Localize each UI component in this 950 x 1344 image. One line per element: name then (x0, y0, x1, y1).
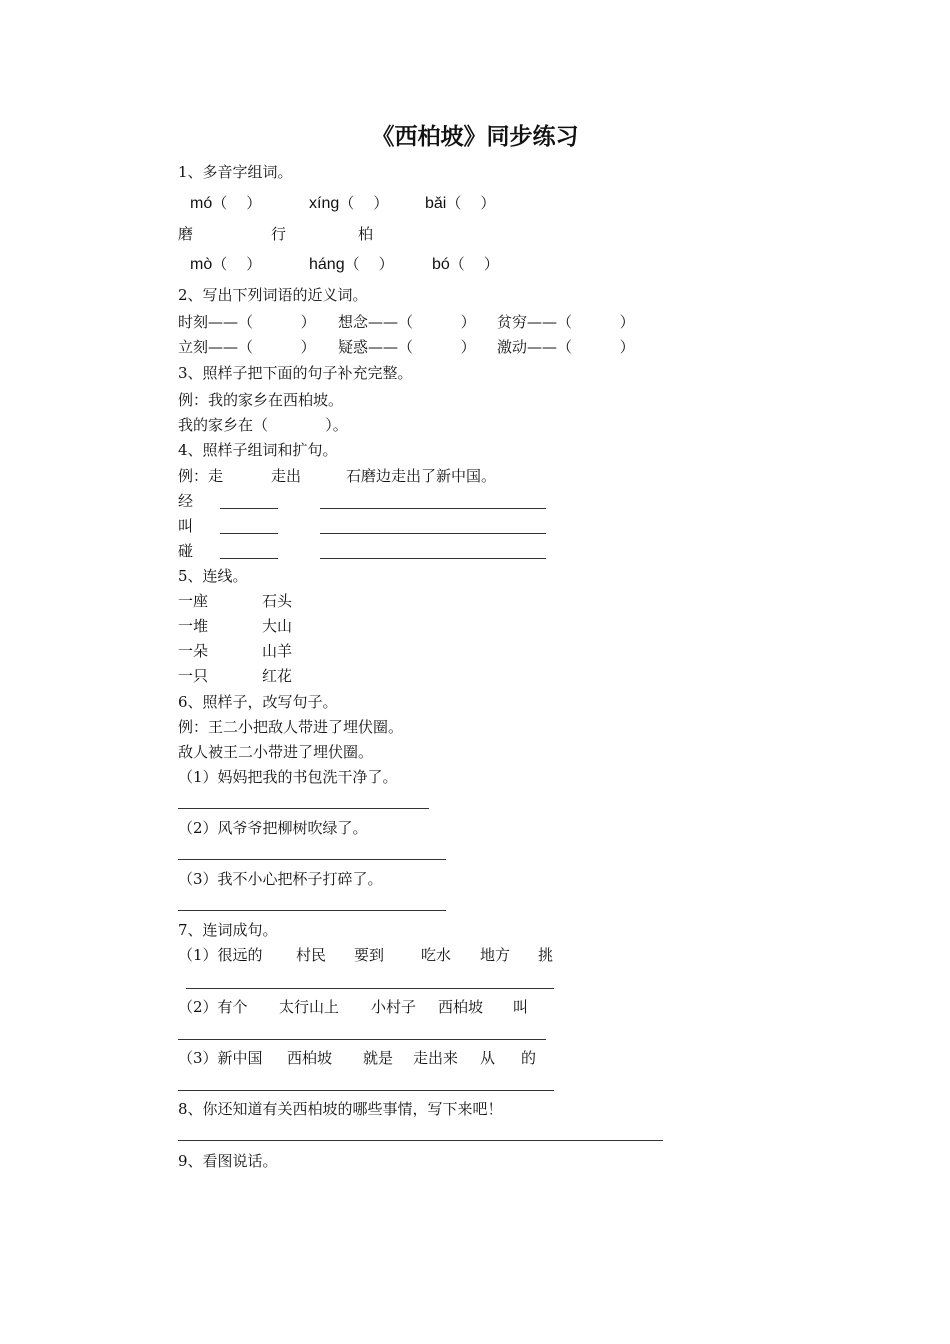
q6-example-answer: 敌人被王二小带进了埋伏圈。 (178, 743, 374, 761)
q5-right-item[interactable]: 山羊 (262, 642, 293, 660)
q4-sentence-blank[interactable] (320, 558, 546, 559)
q9-heading: 9、看图说话。 (178, 1152, 278, 1170)
q1-heading: 1、多音字组词。 (178, 163, 293, 181)
q7-answer-blank[interactable] (178, 1090, 554, 1091)
q2-heading: 2、写出下列词语的近义词。 (178, 286, 368, 304)
q4-example-char: 例：走 (178, 467, 224, 485)
q5-right-item[interactable]: 大山 (262, 617, 293, 635)
q1-row1-item: xíng（ ） (309, 194, 389, 212)
q1-char: 磨 (178, 225, 194, 243)
q8-heading: 8、你还知道有关西柏坡的哪些事情，写下来吧！ (178, 1100, 503, 1118)
q7-word: （3）新中国 (178, 1049, 263, 1067)
q7-word: 吃水 (421, 946, 452, 964)
q4-heading: 4、照样子组词和扩句。 (178, 441, 338, 459)
q5-left-item[interactable]: 一只 (178, 667, 209, 685)
q2-item: 立刻——（ ） (178, 338, 316, 356)
q1-row2-item: bó（ ） (432, 255, 499, 273)
q7-word: 西柏坡 (287, 1049, 333, 1067)
q7-word: 从 (480, 1049, 496, 1067)
q4-sentence-blank[interactable] (320, 533, 546, 534)
q7-word: 叫 (513, 998, 529, 1016)
q6-answer-blank[interactable] (178, 859, 446, 860)
q7-word: 太行山上 (279, 998, 340, 1016)
q6-item: （1）妈妈把我的书包洗干净了。 (178, 768, 398, 786)
q1-char: 行 (271, 225, 287, 243)
q4-char: 经 (178, 492, 194, 510)
q7-word: 西柏坡 (438, 998, 484, 1016)
q5-right-item[interactable]: 红花 (262, 667, 293, 685)
q4-example-word: 走出 (271, 467, 302, 485)
q5-left-item[interactable]: 一堆 (178, 617, 209, 635)
q4-example-sentence: 石磨边走出了新中国。 (346, 467, 497, 485)
q7-word: 地方 (480, 946, 511, 964)
q7-word: 走出来 (413, 1049, 459, 1067)
q7-heading: 7、连词成句。 (178, 921, 278, 939)
q4-char: 碰 (178, 542, 194, 560)
q4-word-blank[interactable] (220, 558, 278, 559)
q2-item: 贫穷——（ ） (497, 313, 635, 331)
q1-row1-item: bǎi（ ） (425, 194, 496, 212)
q6-example: 例：王二小把敌人带进了埋伏圈。 (178, 718, 404, 736)
q7-word: 要到 (354, 946, 385, 964)
q7-word: （2）有个 (178, 998, 248, 1016)
q8-answer-blank[interactable] (178, 1140, 663, 1141)
q6-item: （2）风爷爷把柳树吹绿了。 (178, 819, 368, 837)
q4-word-blank[interactable] (220, 533, 278, 534)
q2-item: 想念——（ ） (338, 313, 476, 331)
q7-word: 村民 (296, 946, 327, 964)
q7-word: （1）很远的 (178, 946, 263, 964)
q7-word: 的 (521, 1049, 537, 1067)
q1-char: 柏 (358, 225, 374, 243)
q5-heading: 5、连线。 (178, 567, 248, 585)
q1-row2-item: háng（ ） (309, 255, 394, 273)
q4-sentence-blank[interactable] (320, 508, 546, 509)
q1-row2-item: mò（ ） (190, 255, 262, 273)
q2-item: 时刻——（ ） (178, 313, 316, 331)
q4-char: 叫 (178, 517, 194, 535)
q7-word: 小村子 (371, 998, 417, 1016)
q3-task: 我的家乡在（ ）。 (178, 416, 348, 434)
q6-answer-blank[interactable] (178, 910, 446, 911)
q2-item: 疑惑——（ ） (338, 338, 476, 356)
q3-example: 例：我的家乡在西柏坡。 (178, 391, 344, 409)
q5-right-item[interactable]: 石头 (262, 592, 293, 610)
q7-word: 挑 (538, 946, 554, 964)
q7-answer-blank[interactable] (186, 988, 554, 989)
q4-word-blank[interactable] (220, 508, 278, 509)
q3-heading: 3、照样子把下面的句子补充完整。 (178, 364, 413, 382)
q5-left-item[interactable]: 一朵 (178, 642, 209, 660)
q7-word: 就是 (363, 1049, 394, 1067)
q1-row1-item: mó（ ） (190, 194, 262, 212)
q6-heading: 6、照样子，改写句子。 (178, 693, 338, 711)
page-title: 《西柏坡》同步练习 (371, 124, 579, 150)
q5-left-item[interactable]: 一座 (178, 592, 209, 610)
q6-item: （3）我不小心把杯子打碎了。 (178, 870, 383, 888)
q2-item: 激动——（ ） (497, 338, 635, 356)
q7-answer-blank[interactable] (178, 1039, 546, 1040)
q6-answer-blank[interactable] (178, 808, 429, 809)
